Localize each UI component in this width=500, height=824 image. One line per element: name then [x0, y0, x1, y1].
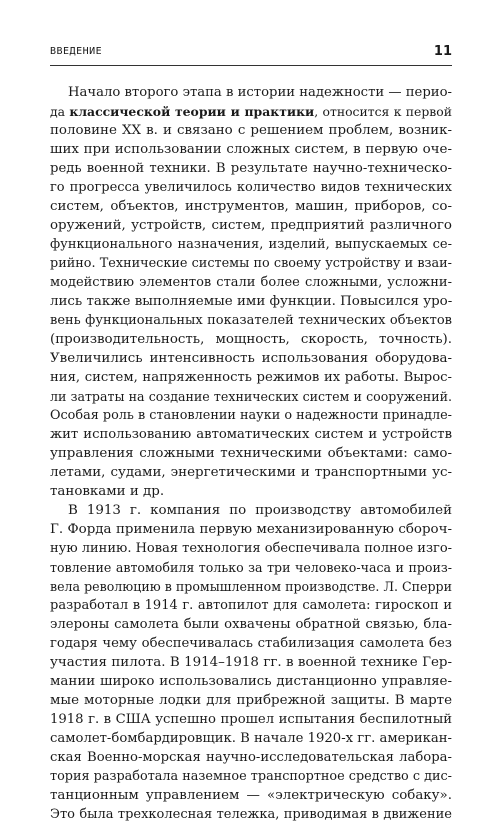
- text-line: вень функциональных показателей технических объектов: [50, 313, 452, 328]
- text-line: мании широко использовались дистанционно управляе-: [50, 674, 452, 689]
- body-text: [50, 83, 452, 824]
- text-line: модействию элементов стали более сложными, усложни-: [50, 275, 452, 290]
- text-line: лись также выполняемые ими функции. Повысился уро-: [50, 294, 452, 309]
- text-line: ших при использовании сложных систем, в первую оче-: [50, 142, 452, 157]
- text-line: летами, судами, энергетическими и транспортными ус-: [50, 465, 452, 480]
- text-line: (производительность, мощность, скорость, точность).: [50, 332, 452, 347]
- text-line: тановками и др.: [50, 484, 165, 499]
- text-line: танционным управлением — «электрическую собаку».: [50, 788, 452, 803]
- text-line: вела революцию в промышленном производстве. Л. Сперри: [50, 579, 452, 594]
- text-line: половине XX в. и связано с решением проблем, возник-: [50, 123, 452, 138]
- text-line: участия пилота. В 1914–1918 гг. в военной технике Гер-: [50, 655, 452, 670]
- text-line: Это была трехколесная тележка, приводимая в движение: [50, 807, 452, 822]
- text-line: товление автомобиля только за три человеко-часа и произ-: [50, 560, 452, 575]
- text-line: годаря чему обеспечивалась стабилизация самолета без: [50, 636, 452, 651]
- text-line: ли затраты на создание технических систем и сооружений.: [50, 389, 452, 404]
- text-line: тория разработала наземное транспортное средство с дис-: [50, 769, 452, 784]
- text-line: ния, систем, напряженность режимов их работы. Вырос-: [50, 370, 452, 385]
- page-number: 11: [433, 44, 452, 59]
- text-line: жит использованию автоматических систем и устройств: [50, 427, 452, 442]
- text-line: 1918 г. в США успешно прошел испытания беспилотный: [50, 712, 452, 727]
- text-line: го прогресса увеличилось количество видов технических: [50, 180, 452, 195]
- text-run: да: [50, 104, 70, 119]
- text-line: управления сложными техническими объектами: само-: [50, 446, 452, 461]
- text-line: Увеличились интенсивность использования оборудова-: [50, 351, 452, 366]
- text-line: мые моторные лодки для прибрежной защиты. В марте: [50, 693, 452, 708]
- emphasized-term: классической теории и практики: [69, 104, 315, 119]
- running-header: [50, 44, 452, 62]
- text-line: Начало второго этапа в истории надежности — перио-: [68, 85, 452, 100]
- text-line: В 1913 г. компания по производству автомобилей: [68, 503, 452, 518]
- text-line: Г. Форда применила первую механизированную сбороч-: [50, 522, 452, 537]
- text-line: оружений, устройств, систем, предприятий различного: [50, 218, 452, 233]
- text-line: самолет-бомбардировщик. В начале 1920-х гг. американ-: [50, 731, 452, 746]
- text-run: , относится к первой: [314, 104, 452, 119]
- text-line: ную линию. Новая технология обеспечивала полное изго-: [50, 541, 452, 556]
- text-line: элероны самолета были охвачены обратной связью, бла-: [50, 617, 452, 632]
- header-divider: [50, 65, 452, 66]
- text-line: редь военной техники. В результате научно-техническо-: [50, 161, 452, 176]
- text-line: ская Военно-морская научно-исследовательская лабора-: [50, 750, 452, 765]
- text-line: систем, объектов, инструментов, машин, приборов, со-: [50, 199, 452, 214]
- text-line: рийно. Технические системы по своему устройству и взаи-: [50, 256, 452, 271]
- text-line: Особая роль в становлении науки о надежности принадле-: [50, 408, 452, 423]
- section-title: ВВЕДЕНИЕ: [50, 46, 103, 57]
- text-line: [50, 102, 452, 121]
- text-line: разработал в 1914 г. автопилот для самолета: гироскоп и: [50, 598, 452, 613]
- text-line: функционального назначения, изделий, выпускаемых се-: [50, 237, 452, 252]
